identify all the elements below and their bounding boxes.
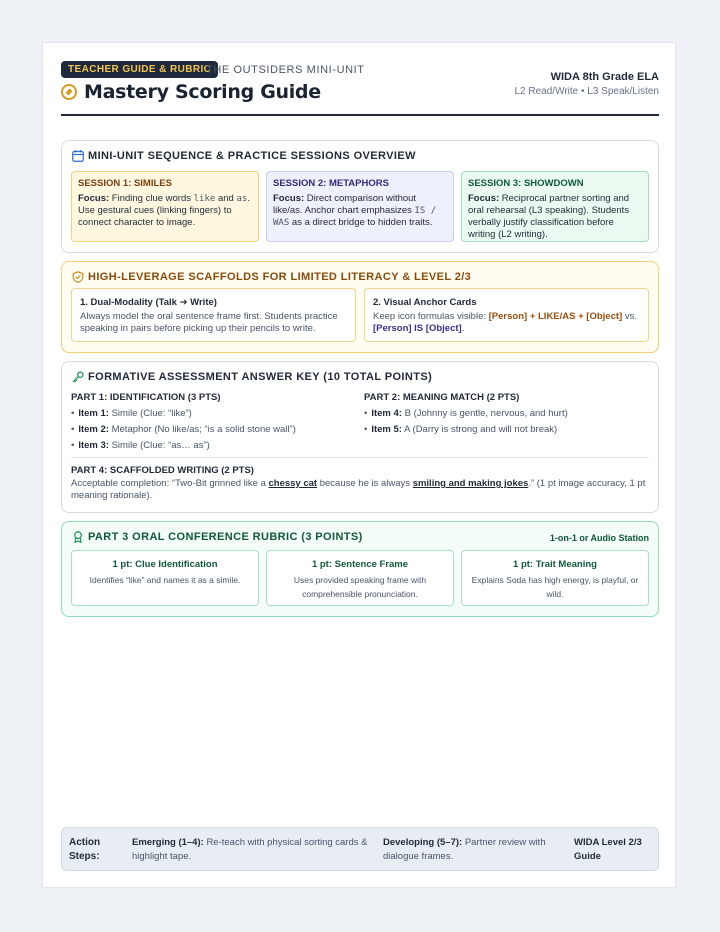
session-1-text: Focus: Finding clue words like and as. Use gestural cues (linking fingers) to connect character to image. bbox=[78, 193, 250, 228]
list-item: • Item 4: B (Johnny is gentle, nervous, and hurt) bbox=[364, 406, 649, 422]
emerging-step: Emerging (1–4): Re-teach with physical sorting cards & highlight tape. bbox=[132, 837, 368, 862]
scoring-guide-page bbox=[42, 42, 676, 888]
part-4-text: Acceptable completion: “Two-Bit grinned like a chessy cat because he is always smiling and making jokes.” (1 pt image accuracy, 1 pt meaning rationale). bbox=[71, 478, 646, 501]
session-2-heading: SESSION 2: METAPHORS bbox=[273, 178, 389, 189]
session-1-heading: SESSION 1: SIMILES bbox=[78, 178, 172, 189]
part-4-heading: PART 4: SCAFFOLDED WRITING (2 PTS) bbox=[71, 465, 254, 476]
session-2-box bbox=[266, 171, 454, 242]
sequence-card: MINI-UNIT SEQUENCE & PRACTICE SESSIONS OVERVIEW SESSION 1: SIMILES Focus: Finding clue words like and as. Use gestural cues (linking fingers) to connect character to image. SESSION 2: METAPHORS Focus: Direct comparison without like/as. Anchor chart emphasizes IS / WAS as a direct bridge to hidden traits. SESSION 3: SHOWDOWN Focus: Reciprocal partner sorting and oral rehearsal (L3 speaking). Students verbally justify classification before writing (L2 writing). bbox=[61, 140, 659, 253]
page-title: Mastery Scoring Guide bbox=[84, 81, 321, 103]
rubric-criterion: 1 pt: Clue Identification Identifies “like” and names it as a simile. bbox=[71, 550, 259, 606]
scaffold-1-heading: 1. Dual-Modality (Talk ➔ Write) bbox=[80, 297, 217, 308]
compass-icon bbox=[61, 84, 77, 100]
session-3-box bbox=[461, 171, 649, 242]
developing-step: Developing (5–7): Partner review with dialogue frames. bbox=[383, 837, 546, 862]
action-steps-label: Action Steps: bbox=[69, 837, 101, 862]
list-item: • Item 5: A (Darry is strong and will not break) bbox=[364, 422, 649, 438]
divider bbox=[71, 457, 649, 458]
session-3-text: Focus: Reciprocal partner sorting and oral rehearsal (L3 speaking). Students verbally justify classification before writing (L2 writing). bbox=[468, 193, 630, 240]
part-1-heading: PART 1: IDENTIFICATION (3 PTS) bbox=[71, 392, 221, 403]
session-1-box bbox=[71, 171, 259, 242]
action-steps-footer bbox=[61, 827, 659, 871]
page-header bbox=[61, 61, 659, 116]
scaffold-1-text: Always model the oral sentence frame first. Students practice speaking in pairs before picking up their pencils to write. bbox=[80, 311, 338, 334]
award-icon bbox=[72, 531, 84, 543]
scaffold-2-heading: 2. Visual Anchor Cards bbox=[373, 297, 477, 308]
scaffold-dual-modality bbox=[71, 288, 356, 342]
part-1-items bbox=[71, 406, 356, 454]
scaffolds-card: HIGH-LEVERAGE SCAFFOLDS FOR LIMITED LITERACY & LEVEL 2/3 1. Dual-Modality (Talk ➔ Write) Always model the oral sentence frame first. Students practice speaking in pairs before picking up their pencils to write. 2. Visual Anchor Cards Keep icon formulas visible: [Person] + LIKE/AS + [Object] vs. [Person] IS [Object]. bbox=[61, 261, 659, 353]
skills-label: L2 Read/Write • L3 Speak/Listen bbox=[514, 86, 659, 97]
teacher-guide-badge: TEACHER GUIDE & RUBRIC bbox=[61, 61, 218, 78]
station-label: 1-on-1 or Audio Station bbox=[549, 533, 649, 543]
key-icon bbox=[72, 371, 84, 383]
part-2-heading: PART 2: MEANING MATCH (2 PTS) bbox=[364, 392, 520, 403]
scaffold-visual-anchor bbox=[364, 288, 649, 342]
list-item: • Item 1: Simile (Clue: “like”) bbox=[71, 406, 356, 422]
shield-icon bbox=[72, 271, 84, 283]
calendar-icon bbox=[72, 150, 84, 162]
answer-key-card: FORMATIVE ASSESSMENT ANSWER KEY (10 TOTAL POINTS) PART 1: IDENTIFICATION (3 PTS) • Item 1: Simile (Clue: “like”) • Item 2: Metaphor (No like/as; “is a solid stone wall”) • Item 3: Simile (Clue: “as… as”) PART 2: MEANING MATCH (2 PTS) • Item 4: B (Johnny is gentle, nervous, and hurt) • Item 5: A (Darry is strong and will not break) PART 4: SCAFFOLDED WRITING (2 PTS) Acceptable completion: “Two-Bit grinned like a chessy cat because he is always smiling and making jokes.” (1 pt image accuracy, 1 pt meaning rationale). bbox=[61, 361, 659, 513]
unit-label: THE OUTSIDERS MINI-UNIT bbox=[206, 64, 365, 76]
list-item: • Item 3: Simile (Clue: “as… as”) bbox=[71, 438, 356, 454]
oral-rubric-card: PART 3 ORAL CONFERENCE RUBRIC (3 POINTS) 1-on-1 or Audio Station 1 pt: Clue Identification Identifies “like” and names it as a simile. 1 pt: Sentence Frame Uses provided speaking frame with comprehensible pronunciation. 1 pt: Trait Meaning Explains Soda has high energy, is playful, or wild. bbox=[61, 521, 659, 617]
page-content bbox=[61, 61, 659, 599]
wida-level-label: WIDA Level 2/3 Guide bbox=[574, 837, 642, 862]
part-2-items bbox=[364, 406, 649, 438]
session-3-heading: SESSION 3: SHOWDOWN bbox=[468, 178, 584, 189]
rubric-criterion: 1 pt: Trait Meaning Explains Soda has high energy, is playful, or wild. bbox=[461, 550, 649, 606]
session-2-text: Focus: Direct comparison without like/as. Anchor chart emphasizes IS / WAS as a direct bridge to hidden traits. bbox=[273, 193, 437, 228]
scaffold-2-text: Keep icon formulas visible: [Person] + LIKE/AS + [Object] vs. [Person] IS [Object]. bbox=[373, 311, 637, 334]
rubric-criterion: 1 pt: Sentence Frame Uses provided speaking frame with comprehensible pronunciation. bbox=[266, 550, 454, 606]
grade-label: WIDA 8th Grade ELA bbox=[550, 71, 659, 83]
list-item: • Item 2: Metaphor (No like/as; “is a solid stone wall”) bbox=[71, 422, 356, 438]
